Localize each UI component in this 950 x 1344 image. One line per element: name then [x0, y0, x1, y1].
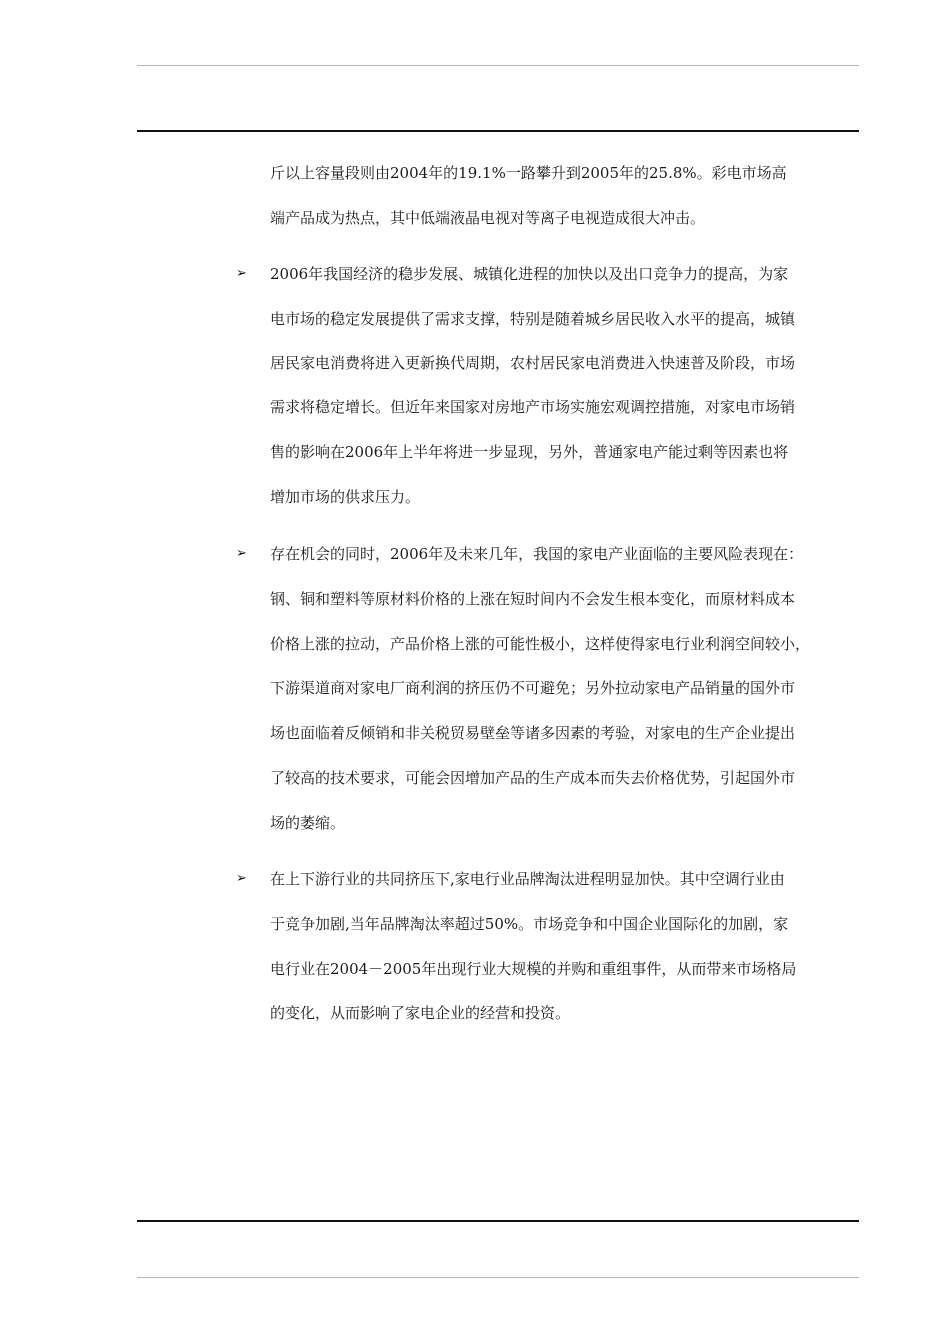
bullet-2-line: 了较高的技术要求，可能会因增加产品的生产成本而失去价格优势，引起国外市	[270, 769, 796, 787]
footer-rule-thick	[137, 1220, 859, 1222]
bullet-2-line: 钢、铜和塑料等原材料价格的上涨在短时间内不会发生根本变化，而原材料成本	[270, 590, 796, 608]
bullet-1-line: 售的影响在2006年上半年将进一步显现，另外，普通家电产能过剩等因素也将	[270, 443, 789, 461]
header-rule-thin	[137, 65, 859, 66]
bullet-arrow-icon: ➢	[236, 546, 247, 561]
footer-rule-thin	[137, 1277, 859, 1278]
bullet-1-line: 需求将稳定增长。但近年来国家对房地产市场实施宏观调控措施，对家电市场销	[270, 398, 796, 416]
paragraph-line: 端产品成为热点，其中低端液晶电视对等离子电视造成很大冲击。	[270, 209, 706, 227]
bullet-2-line: 存在机会的同时，2006年及未来几年，我国的家电产业面临的主要风险表现在：	[270, 545, 804, 563]
paragraph-line: 斤以上容量段则由2004年的19.1%一路攀升到2005年的25.8%。彩电市场高	[270, 164, 787, 182]
bullet-arrow-icon: ➢	[236, 266, 247, 281]
bullet-3-line: 的变化，从而影响了家电企业的经营和投资。	[270, 1004, 571, 1022]
bullet-1-line: 2006年我国经济的稳步发展、城镇化进程的加快以及出口竞争力的提高，为家	[270, 265, 789, 283]
header-rule-thick	[137, 130, 859, 132]
bullet-3-line: 电行业在2004－2005年出现行业大规模的并购和重组事件，从而带来市场格局	[270, 960, 797, 978]
bullet-1-line: 居民家电消费将进入更新换代周期，农村居民家电消费进入快速普及阶段，市场	[270, 354, 796, 372]
bullet-2-line: 场也面临着反倾销和非关税贸易壁垒等诸多因素的考验，对家电的生产企业提出	[270, 724, 796, 742]
bullet-2-line: 场的萎缩。	[270, 814, 346, 832]
bullet-1-line: 增加市场的供求压力。	[270, 488, 421, 506]
bullet-2-line: 价格上涨的拉动，产品价格上涨的可能性极小，这样使得家电行业利润空间较小，	[270, 635, 811, 653]
bullet-3-line: 于竞争加剧,当年品牌淘汰率超过50%。市场竞争和中国企业国际化的加剧，家	[270, 915, 789, 933]
bullet-3-line: 在上下游行业的共同挤压下,家电行业品牌淘汰进程明显加快。其中空调行业由	[270, 870, 785, 888]
bullet-2-line: 下游渠道商对家电厂商利润的挤压仍不可避免；另外拉动家电产品销量的国外市	[270, 679, 796, 697]
bullet-arrow-icon: ➢	[236, 871, 247, 886]
bullet-1-line: 电市场的稳定发展提供了需求支撑，特别是随着城乡居民收入水平的提高，城镇	[270, 310, 796, 328]
